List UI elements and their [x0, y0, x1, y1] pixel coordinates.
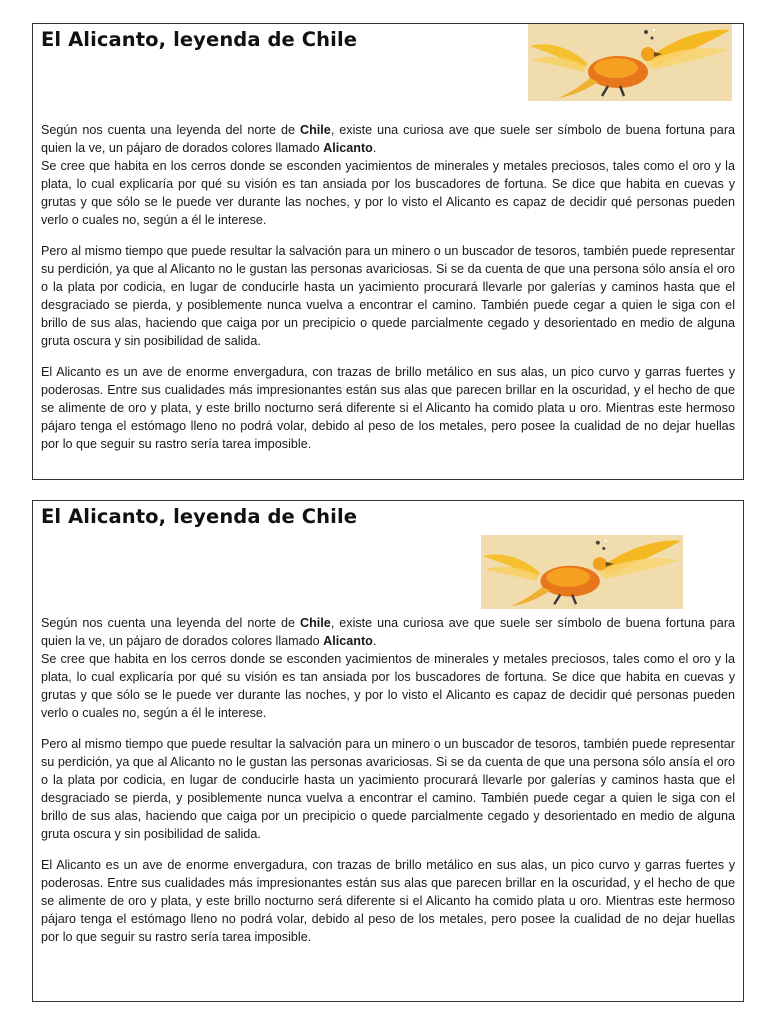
alicanto-bird-image	[528, 24, 732, 101]
paragraph-description: El Alicanto es un ave de enorme envergadura, con trazas de brillo metálico en sus alas, un pico curvo y garras fuertes y poderosas. Entre sus cualidades más impresionantes están sus alas que parecen brillar en la oscuridad, y el hecho de que se alimente de oro y plata, y este brillo nocturno será diferente si el Alicanto ha comido plata u oro. Mientras este hermoso pájaro tenga el estómago lleno no podrá volar, debido al peso de los metales, pero posee la cualidad de no dejar huellas por lo que seguir su rastro sería tarea imposible.	[41, 858, 735, 944]
paragraph-description: El Alicanto es un ave de enorme envergadura, con trazas de brillo metálico en sus alas, un pico curvo y garras fuertes y poderosas. Entre sus cualidades más impresionantes están sus alas que parecen brillar en la oscuridad, y el hecho de que se alimente de oro y plata, y este brillo nocturno será diferente si el Alicanto ha comido plata u oro. Mientras este hermoso pájaro tenga el estómago lleno no podrá volar, debido al peso de los metales, pero posee la cualidad de no dejar huellas por lo que seguir su rastro sería tarea imposible.	[41, 365, 735, 451]
paragraph-habitat: Se cree que habita en los cerros donde se esconden yacimientos de minerales y metales preciosos, tales como el oro y la plata, lo cual explicaría por qué su visión es tan ansiada por los buscadores de fortuna. Se dice que habita en cuevas y grutas y que sólo se le puede ver durante las noches, y por lo visto el Alicanto es capaz de decidir qué personas pueden verlo o cuales no, según a él le interese.	[41, 159, 735, 227]
card-title: El Alicanto, leyenda de Chile	[41, 505, 358, 528]
bold-alicanto: Alicanto	[323, 141, 373, 155]
paragraph-intro: Según nos cuenta una leyenda del norte de Chile, existe una curiosa ave que suele ser símbolo de buena fortuna para quien la ve, un pájaro de dorados colores llamado Alicanto.	[41, 123, 736, 155]
card-body	[41, 121, 735, 466]
paragraph-intro: Según nos cuenta una leyenda del norte de Chile, existe una curiosa ave que suele ser símbolo de buena fortuna para quien la ve, un pájaro de dorados colores llamado Alicanto.	[41, 616, 736, 648]
bold-chile: Chile	[300, 616, 331, 630]
paragraph-habitat: Se cree que habita en los cerros donde se esconden yacimientos de minerales y metales preciosos, tales como el oro y la plata, lo cual explicaría por qué su visión es tan ansiada por los buscadores de fortuna. Se dice que habita en cuevas y grutas y que sólo se le puede ver durante las noches, y por lo visto el Alicanto es capaz de decidir qué personas pueden verlo o cuales no, según a él le interese.	[41, 652, 735, 720]
bold-alicanto: Alicanto	[323, 634, 373, 648]
legend-card-top	[32, 23, 744, 480]
paragraph-danger: Pero al mismo tiempo que puede resultar la salvación para un minero o un buscador de tesoros, también puede representar su perdición, ya que al Alicanto no le gustan las personas avariciosas. Si se da cuenta de que una persona sólo ansía el oro o la plata por codicia, en lugar de conducirle hasta un yacimiento procurará llevarle por galerías y caminos hasta que el desgraciado se pierda, y posiblemente nunca vuelva a encontrar el camino. También puede cegar a quien le siga con el brillo de sus alas, haciendo que caiga por un precipicio o quede parcialmente cegado y desorientado en medio de alguna gruta oscura y sin posibilidad de salida.	[41, 737, 735, 841]
bold-chile: Chile	[300, 123, 331, 137]
card-body	[41, 614, 735, 959]
alicanto-bird-image	[481, 535, 683, 609]
card-title: El Alicanto, leyenda de Chile	[41, 28, 358, 51]
legend-card-bottom	[32, 500, 744, 1002]
paragraph-danger: Pero al mismo tiempo que puede resultar la salvación para un minero o un buscador de tesoros, también puede representar su perdición, ya que al Alicanto no le gustan las personas avariciosas. Si se da cuenta de que una persona sólo ansía el oro o la plata por codicia, en lugar de conducirle hasta un yacimiento procurará llevarle por galerías y caminos hasta que el desgraciado se pierda, y posiblemente nunca vuelva a encontrar el camino. También puede cegar a quien le siga con el brillo de sus alas, haciendo que caiga por un precipicio o quede parcialmente cegado y desorientado en medio de alguna gruta oscura y sin posibilidad de salida.	[41, 244, 735, 348]
